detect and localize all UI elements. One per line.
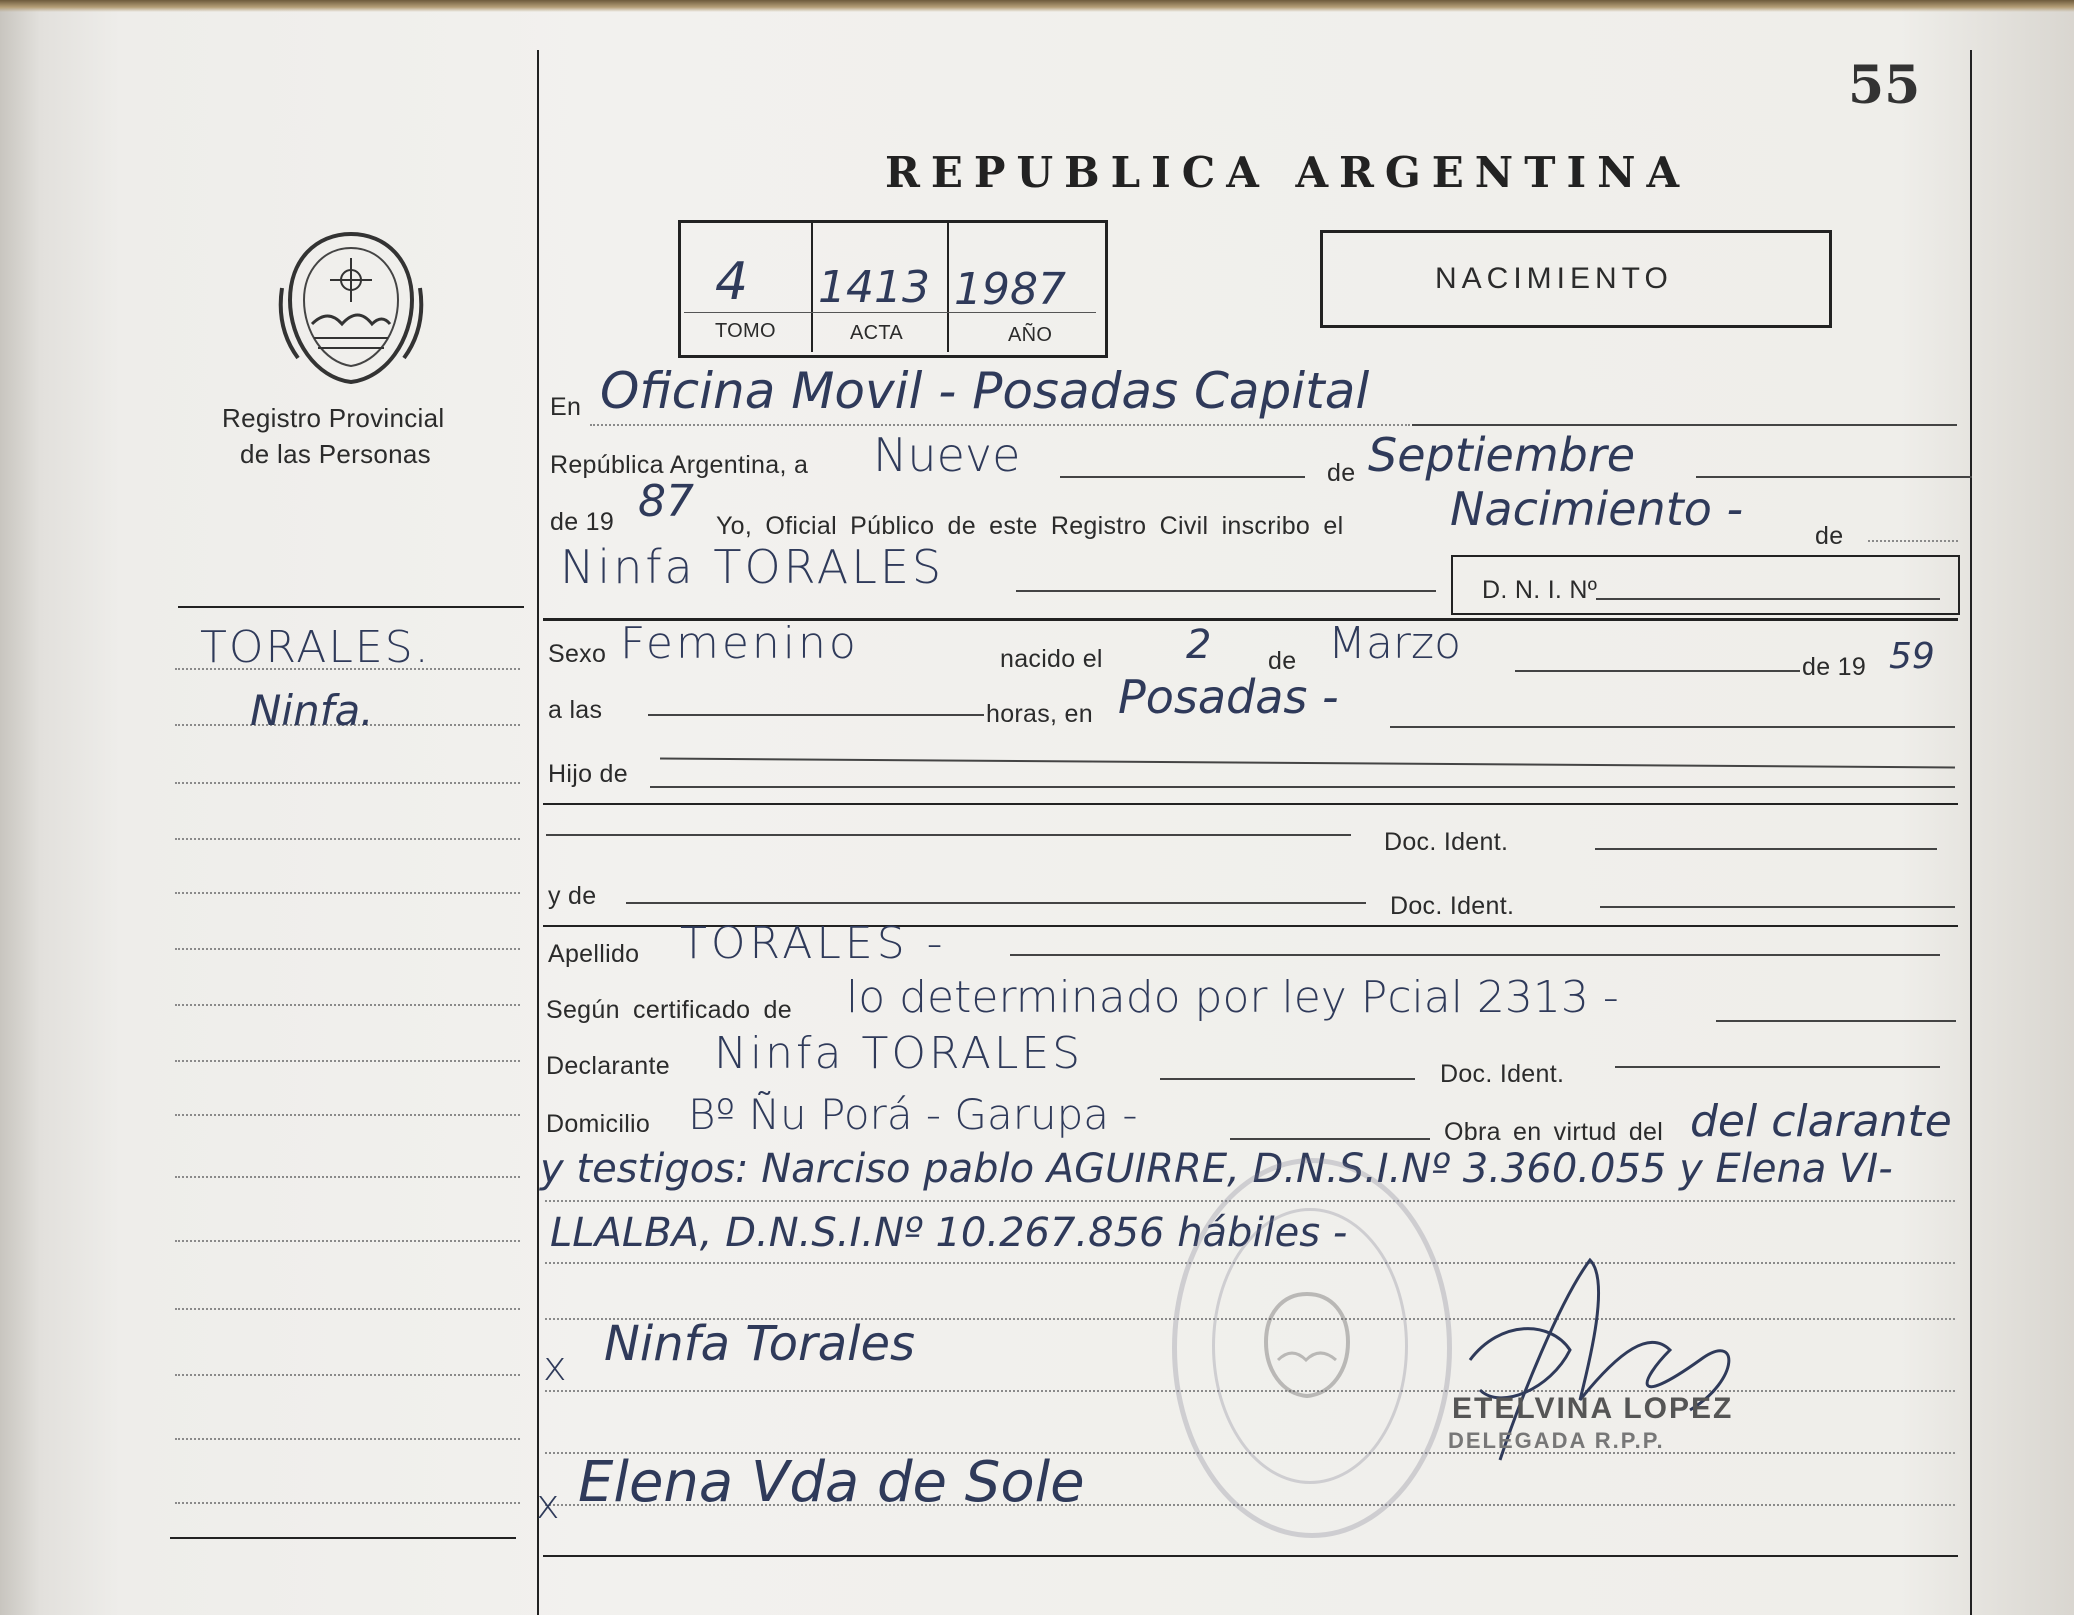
a-las-label: a las bbox=[548, 696, 603, 724]
doc-ident-blank bbox=[1595, 848, 1937, 850]
page-title: REPUBLICA ARGENTINA bbox=[885, 148, 1691, 197]
doc-ident-blank-2 bbox=[1600, 906, 1955, 908]
doc-ident-label-2: Doc. Ident. bbox=[1390, 892, 1515, 920]
segun-label: Según certificado de bbox=[546, 996, 792, 1024]
book-edge bbox=[0, 0, 2074, 12]
declarante-label: Declarante bbox=[546, 1052, 670, 1080]
domicilio-value: Bº Ñu Porá - Garupa - bbox=[688, 1090, 1138, 1139]
act-de-label: de bbox=[1815, 522, 1844, 550]
sexo-value: Femenino bbox=[620, 618, 859, 669]
margin-rule bbox=[175, 1060, 520, 1062]
year-value: 87 bbox=[638, 476, 694, 527]
hijo-blank bbox=[660, 757, 1955, 768]
year-prefix: de 19 bbox=[550, 508, 615, 536]
person-blank bbox=[1016, 590, 1436, 592]
month-value: Septiembre bbox=[1368, 428, 1636, 482]
signature-1-mark: x bbox=[543, 1344, 567, 1390]
month-de-label: de bbox=[1327, 459, 1356, 487]
declarante-blank bbox=[1160, 1078, 1415, 1080]
segun-blank bbox=[1716, 1020, 1956, 1022]
y-de-label: y de bbox=[548, 882, 597, 910]
margin-given-name: Ninfa. bbox=[250, 686, 374, 735]
registry-name-line1: Registro Provincial bbox=[222, 403, 445, 433]
birth-year-value: 59 bbox=[1889, 636, 1935, 677]
margin-surname: TORALES. bbox=[200, 622, 431, 673]
apellido-value: TORALES - bbox=[680, 918, 947, 969]
record-box-divider bbox=[947, 222, 949, 352]
record-type: NACIMIENTO bbox=[1435, 262, 1673, 295]
obra-label: Obra en virtud del bbox=[1444, 1118, 1664, 1146]
official-title: DELEGADA R.P.P. bbox=[1448, 1428, 1665, 1453]
right-border bbox=[1970, 50, 1972, 1615]
dni-label: D. N. I. Nº bbox=[1482, 576, 1598, 604]
birth-place-blank bbox=[1390, 726, 1955, 728]
birth-year-prefix: de 19 bbox=[1802, 653, 1867, 681]
birth-place-value: Posadas - bbox=[1118, 670, 1339, 724]
record-box-divider bbox=[811, 222, 813, 352]
margin-rule bbox=[175, 1114, 520, 1116]
doc-ident-label-3: Doc. Ident. bbox=[1440, 1060, 1565, 1088]
dni-blank bbox=[1596, 598, 1940, 600]
acta-value: 1413 bbox=[818, 262, 930, 313]
person-value: Ninfa TORALES bbox=[560, 540, 945, 594]
doc-ident-label: Doc. Ident. bbox=[1384, 828, 1509, 856]
hijo-blank-2 bbox=[650, 786, 1955, 788]
hours-blank bbox=[648, 714, 984, 716]
tomo-label: TOMO bbox=[715, 320, 776, 342]
margin-divider bbox=[537, 50, 539, 1615]
form-rule bbox=[543, 803, 1958, 805]
y-de-blank bbox=[626, 902, 1366, 904]
en-label: En bbox=[550, 393, 582, 421]
en-dots bbox=[590, 424, 1410, 426]
month-blank bbox=[1696, 476, 1972, 478]
day-value: Nueve bbox=[873, 428, 1021, 482]
margin-top-rule bbox=[178, 606, 524, 608]
doc-ident-blank-3 bbox=[1615, 1066, 1940, 1068]
birth-de-label: de bbox=[1268, 647, 1297, 675]
signature-1: Ninfa Torales bbox=[604, 1316, 916, 1372]
margin-rule bbox=[175, 948, 520, 950]
margin-rule bbox=[175, 1438, 520, 1440]
witness-line-1: y testigos: Narciso pablo AGUIRRE, D.N.S.I.Nº 3.360.055 y Elena VI- bbox=[540, 1146, 1893, 1192]
margin-rule bbox=[175, 838, 520, 840]
margin-rule bbox=[175, 1502, 520, 1504]
registry-name-line2: de las Personas bbox=[240, 439, 431, 469]
day-blank bbox=[1060, 476, 1305, 478]
margin-bottom-rule bbox=[170, 1537, 516, 1539]
birth-day-value: 2 bbox=[1186, 622, 1212, 668]
ano-label: AÑO bbox=[1008, 324, 1053, 346]
margin-rule bbox=[175, 1176, 520, 1178]
signature-2: Elena Vda de Sole bbox=[578, 1450, 1085, 1515]
official-name: ETELVINA LOPEZ bbox=[1452, 1392, 1734, 1425]
apellido-label: Apellido bbox=[548, 940, 640, 968]
domicilio-blank bbox=[1230, 1138, 1430, 1140]
page-number: 55 bbox=[1848, 55, 1921, 116]
stamp-seal-icon bbox=[1262, 1290, 1352, 1400]
tomo-value: 4 bbox=[715, 252, 749, 312]
republica-label: República Argentina, a bbox=[550, 451, 809, 479]
horas-label: horas, en bbox=[986, 700, 1093, 728]
ano-value: 1987 bbox=[954, 264, 1066, 315]
birth-month-value: Marzo bbox=[1328, 618, 1462, 669]
nacido-label: nacido el bbox=[1000, 645, 1103, 673]
signature-2-mark: x bbox=[536, 1482, 560, 1528]
birth-month-blank bbox=[1515, 670, 1800, 672]
margin-rule bbox=[175, 1308, 520, 1310]
segun-value: lo determinado por ley Pcial 2313 - bbox=[846, 972, 1619, 1023]
hijo-doc-blank bbox=[546, 834, 1351, 836]
act-value: Nacimiento - bbox=[1450, 482, 1744, 536]
margin-rule bbox=[175, 892, 520, 894]
acta-label: ACTA bbox=[850, 322, 904, 344]
witness-line-2: LLALBA, D.N.S.I.Nº 10.267.856 hábiles - bbox=[550, 1210, 1348, 1256]
oficial-text: Yo, Oficial Público de este Registro Civil inscribo el bbox=[716, 512, 1344, 540]
hijo-label: Hijo de bbox=[548, 760, 628, 788]
domicilio-label: Domicilio bbox=[546, 1110, 651, 1138]
form-rule bbox=[543, 1555, 1958, 1557]
margin-rule bbox=[175, 782, 520, 784]
province-seal-icon bbox=[278, 228, 424, 388]
margin-rule bbox=[175, 1004, 520, 1006]
margin-rule bbox=[175, 1374, 520, 1376]
en-blank bbox=[1412, 424, 1957, 426]
act-dots bbox=[1868, 540, 1958, 542]
apellido-blank bbox=[1010, 954, 1940, 956]
declarante-value: Ninfa TORALES bbox=[714, 1028, 1084, 1079]
sexo-label: Sexo bbox=[548, 640, 607, 668]
en-value: Oficina Movil - Posadas Capital bbox=[600, 362, 1370, 420]
margin-rule bbox=[175, 1240, 520, 1242]
obra-value: del clarante bbox=[1690, 1096, 1952, 1147]
